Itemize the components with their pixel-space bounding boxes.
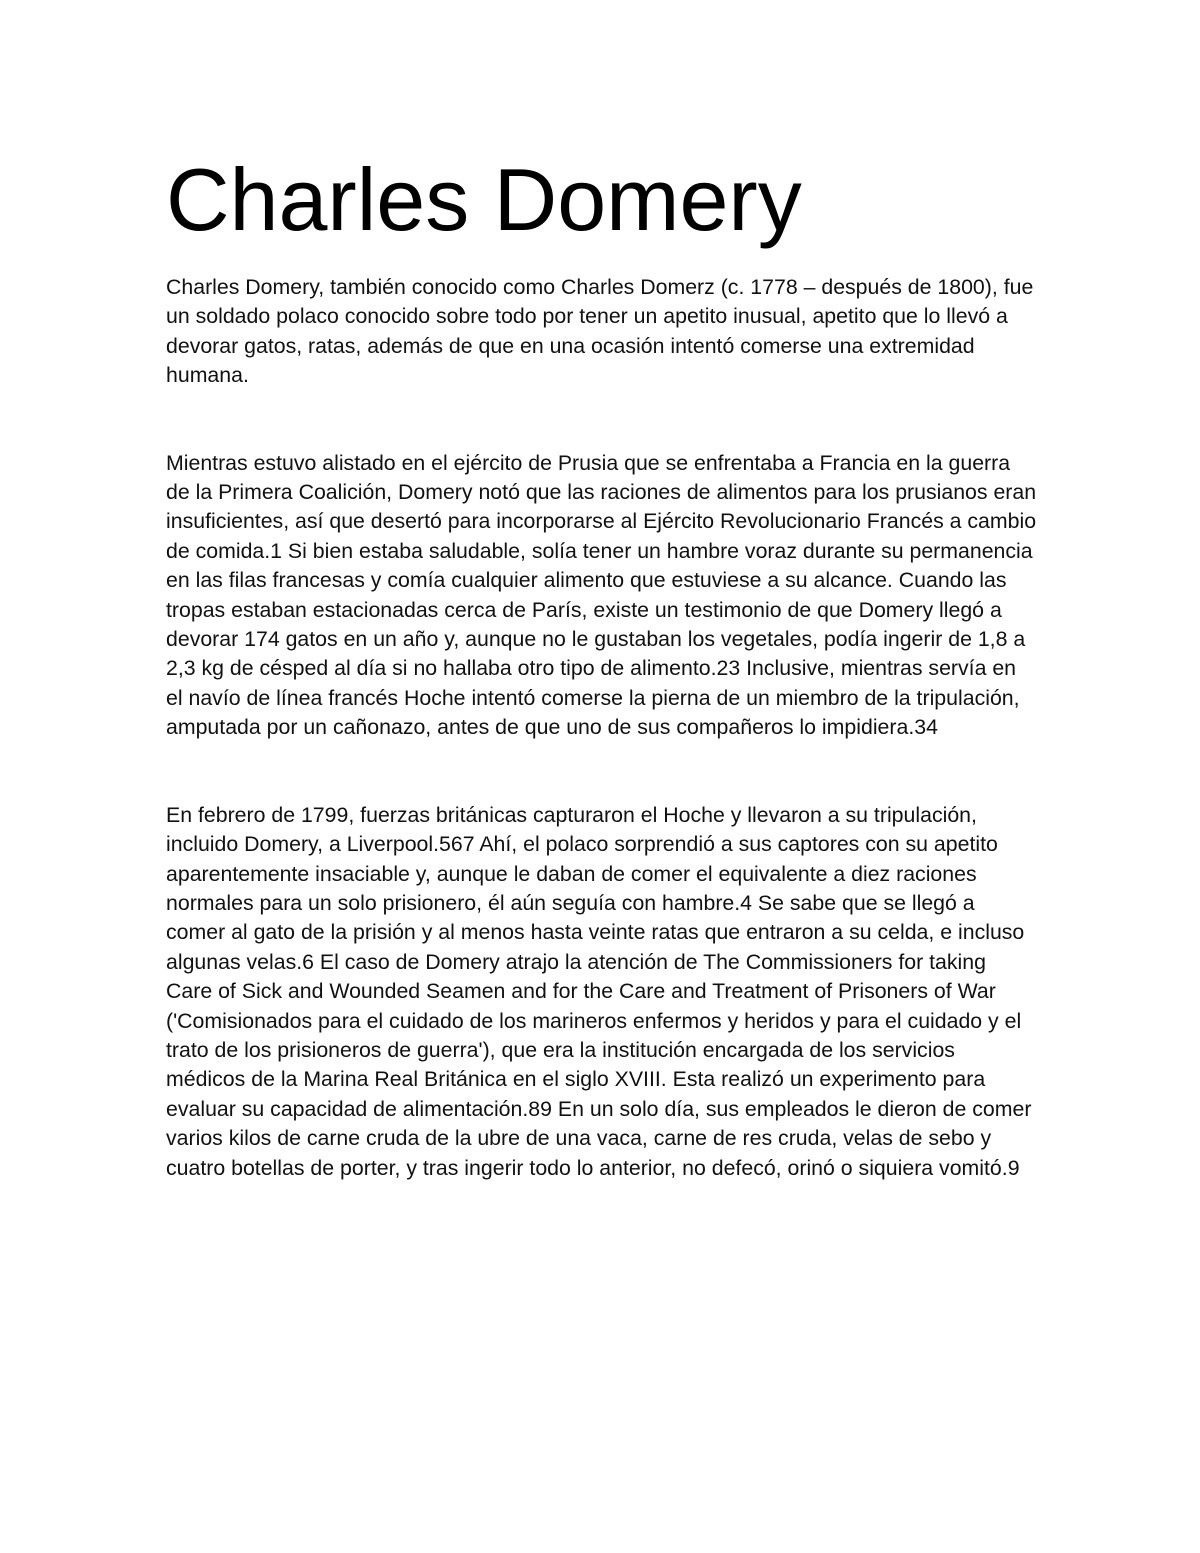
document-title: Charles Domery (166, 150, 802, 249)
document-body (166, 146, 1038, 1183)
paragraph-military-service: Mientras estuvo alistado en el ejército de Prusia que se enfrentaba a Francia en la guerra de la Primera Coalición, Domery notó que las raciones de alimentos para los prusianos eran insuficientes, así que desertó para incorporarse al Ejército Revolucionario Francés a cambio de comida.1 Si bien estaba saludable, solía tener un hambre voraz durante su permanencia en las filas francesas y comía cualquier alimento que estuviese a su alcance. Cuando las tropas estaban estacionadas cerca de París, existe un testimonio de que Domery llegó a devorar 174 gatos en un año y, aunque no le gustaban los vegetales, podía ingerir de 1,8 a 2,3 kg de césped al día si no hallaba otro tipo de alimento.23 Inclusive, mientras servía en el navío de línea francés Hoche intentó comerse la pierna de un miembro de la tripulación, amputada por un cañonazo, antes de que uno de sus compañeros lo impidiera.34 (166, 450, 1037, 740)
paragraph-capture: En febrero de 1799, fuerzas británicas capturaron el Hoche y llevaron a su tripulación, incluido Domery, a Liverpool.567 Ahí, el polaco sorprendió a sus captores con su apetito aparentemente insaciable y, aunque le daban de comer el equivalente a diez raciones normales para un solo prisionero, él aún seguía con hambre.4 Se sabe que se llegó a comer al gato de la prisión y al menos hasta veinte ratas que entraron a su celda, e incluso algunas velas.6 El caso de Domery atrajo la atención de The Commissioners for taking Care of Sick and Wounded Seamen and for the Care and Treatment of Prisoners of War ('Comisionados para el cuidado de los marineros enfermos y heridos y para el cuidado y el trato de los prisioneros de guerra'), que era la institución encargada de los servicios médicos de la Marina Real Británica en el siglo XVIII. Esta realizó un experimento para evaluar su capacidad de alimentación.89 En un solo día, sus empleados le dieron de comer varios kilos de carne cruda de la ubre de una vaca, carne de res cruda, velas de sebo y cuatro botellas de porter, y tras ingerir todo lo anterior, no defecó, orinó o siquiera vomitó.9 (166, 802, 1032, 1180)
paragraph-intro: Charles Domery, también conocido como Charles Domerz (c. 1778 – después de 1800), fue un soldado polaco conocido sobre todo por tener un apetito inusual, apetito que lo llevó a devorar gatos, ratas, además de que en una ocasión intentó comerse una extremidad humana. (166, 275, 1034, 388)
